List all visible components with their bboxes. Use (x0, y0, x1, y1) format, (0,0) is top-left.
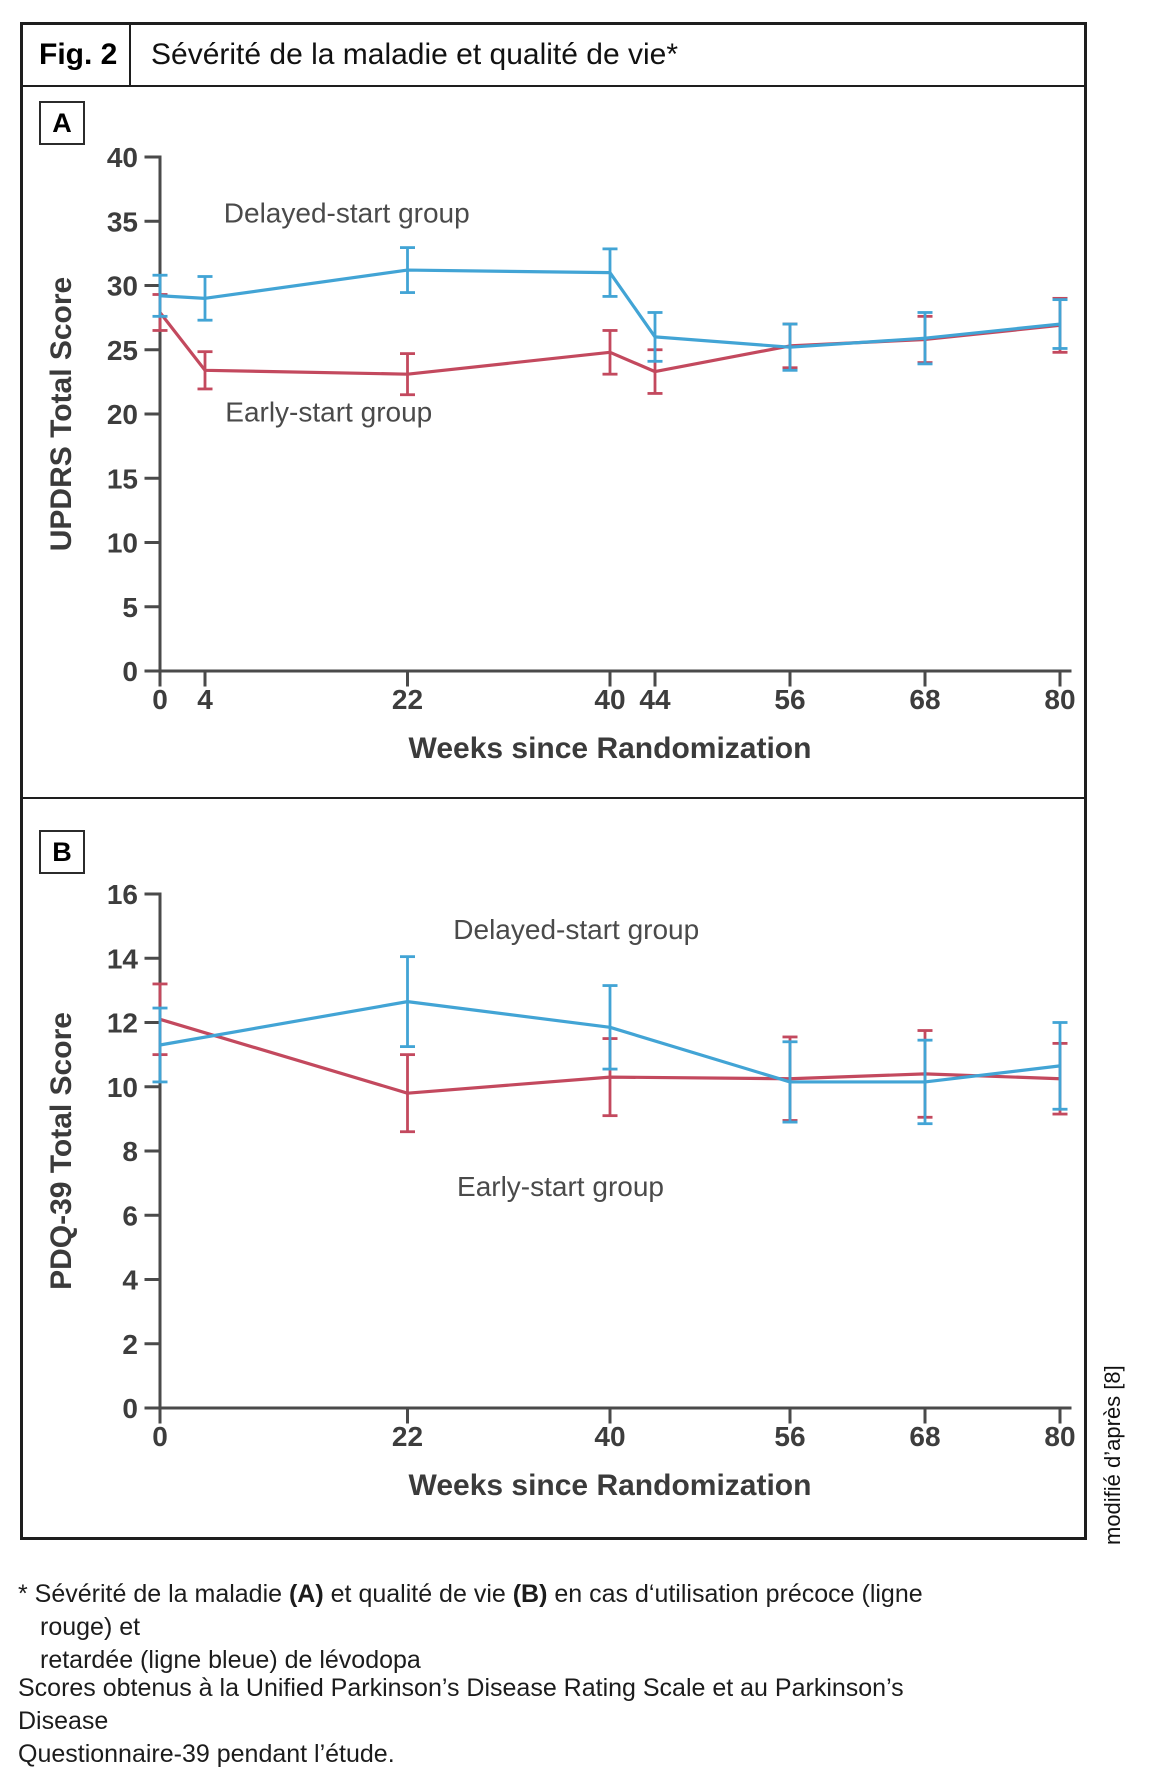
x-tick-label: 40 (594, 684, 626, 715)
x-tick-label: 22 (391, 684, 424, 715)
footnote-star-prefix: * Sévérité de la maladie (18, 1580, 289, 1608)
figure-header (23, 25, 1084, 87)
y-tick-label: 4 (122, 1264, 138, 1296)
series-early-start-group (153, 294, 1068, 427)
panel-a (23, 87, 1084, 799)
group-label-delayed-start-group: Delayed-start group (453, 913, 700, 945)
x-tick-label: 0 (152, 1421, 168, 1452)
panel-b-chart (23, 799, 1084, 1537)
footnote-scores-line2: Questionnaire-39 pendant l’étude. (18, 1740, 395, 1768)
figure-number-cell (23, 25, 131, 85)
y-tick-label: 35 (106, 206, 138, 238)
group-label-early-start-group: Early-start group (225, 396, 433, 428)
x-tick-label: 56 (774, 1421, 806, 1452)
panel-a-letter-text: A (52, 107, 72, 138)
y-tick-label: 10 (106, 527, 138, 559)
y-tick-label: 20 (106, 399, 138, 430)
y-tick-label: 0 (122, 1393, 138, 1424)
y-tick-label: 10 (106, 1071, 138, 1103)
group-label-early-start-group: Early-start group (457, 1170, 664, 1202)
x-tick-label: 40 (594, 1421, 626, 1452)
y-tick-label: 16 (106, 879, 138, 910)
x-axis-title: Weeks since Randomization (408, 1469, 812, 1502)
x-axis-title: Weeks since Randomization (408, 732, 812, 765)
y-tick-label: 6 (122, 1200, 138, 1232)
x-tick-label: 4 (197, 684, 213, 715)
x-tick-label: 22 (391, 1421, 424, 1452)
panel-b-letter (39, 830, 85, 874)
y-axis-ticks (107, 879, 160, 1424)
footnote-star-mid: et qualité de vie (323, 1580, 513, 1608)
y-tick-label: 8 (122, 1136, 138, 1167)
x-tick-label: 44 (639, 684, 671, 715)
figure-box (20, 22, 1087, 1540)
x-axis-ticks (152, 671, 1075, 715)
x-tick-label: 68 (909, 684, 941, 715)
x-tick-label: 80 (1044, 684, 1076, 715)
x-tick-label: 0 (152, 684, 168, 715)
y-axis-title: PDQ-39 Total Score (45, 1012, 78, 1290)
figure-title: Sévérité de la maladie et qualité de vie* (151, 38, 678, 71)
error-bars-early-start-group (153, 294, 1068, 394)
footnote-star-bold-a: (A) (288, 1580, 324, 1608)
panel-b-letter-text: B (52, 836, 72, 867)
panel-a-chart (23, 87, 1084, 797)
y-tick-label: 15 (106, 463, 138, 495)
panel-a-letter (39, 101, 85, 145)
y-axis-title: UPDRS Total Score (45, 276, 78, 552)
y-tick-label: 25 (106, 334, 138, 366)
panel-b (23, 799, 1084, 1537)
x-axis-ticks (152, 1408, 1075, 1452)
y-tick-label: 40 (106, 142, 138, 173)
x-tick-label: 80 (1044, 1421, 1076, 1452)
footnote-star (18, 1578, 1000, 1677)
figure-number: Fig. 2 (39, 38, 118, 71)
x-tick-label: 56 (774, 684, 806, 715)
footnote-star-line2: retardée (ligne bleue) de lévodopa (40, 1646, 421, 1674)
footnote-star-suffix: en cas d‘utilisation précoce (ligne rouge) et (40, 1580, 923, 1641)
y-tick-label: 14 (106, 943, 138, 975)
axes (160, 894, 1070, 1408)
y-tick-label: 2 (122, 1328, 138, 1360)
y-tick-label: 30 (106, 270, 138, 302)
y-tick-label: 0 (122, 656, 138, 687)
source-note: modifié d’après [8] (1100, 1365, 1125, 1545)
footnote-scores (18, 1672, 978, 1771)
y-tick-label: 12 (106, 1007, 138, 1039)
footnote-star-bold-b: (B) (512, 1580, 548, 1608)
y-axis-ticks (107, 142, 160, 687)
group-label-delayed-start-group: Delayed-start group (223, 197, 470, 229)
footnote-scores-line1: Scores obtenus à la Unified Parkinson’s Disease Rating Scale et au Parkinson’s Disease (18, 1674, 904, 1735)
figure-title-cell (131, 25, 1084, 85)
y-tick-label: 5 (122, 591, 138, 623)
x-tick-label: 68 (909, 1421, 941, 1452)
